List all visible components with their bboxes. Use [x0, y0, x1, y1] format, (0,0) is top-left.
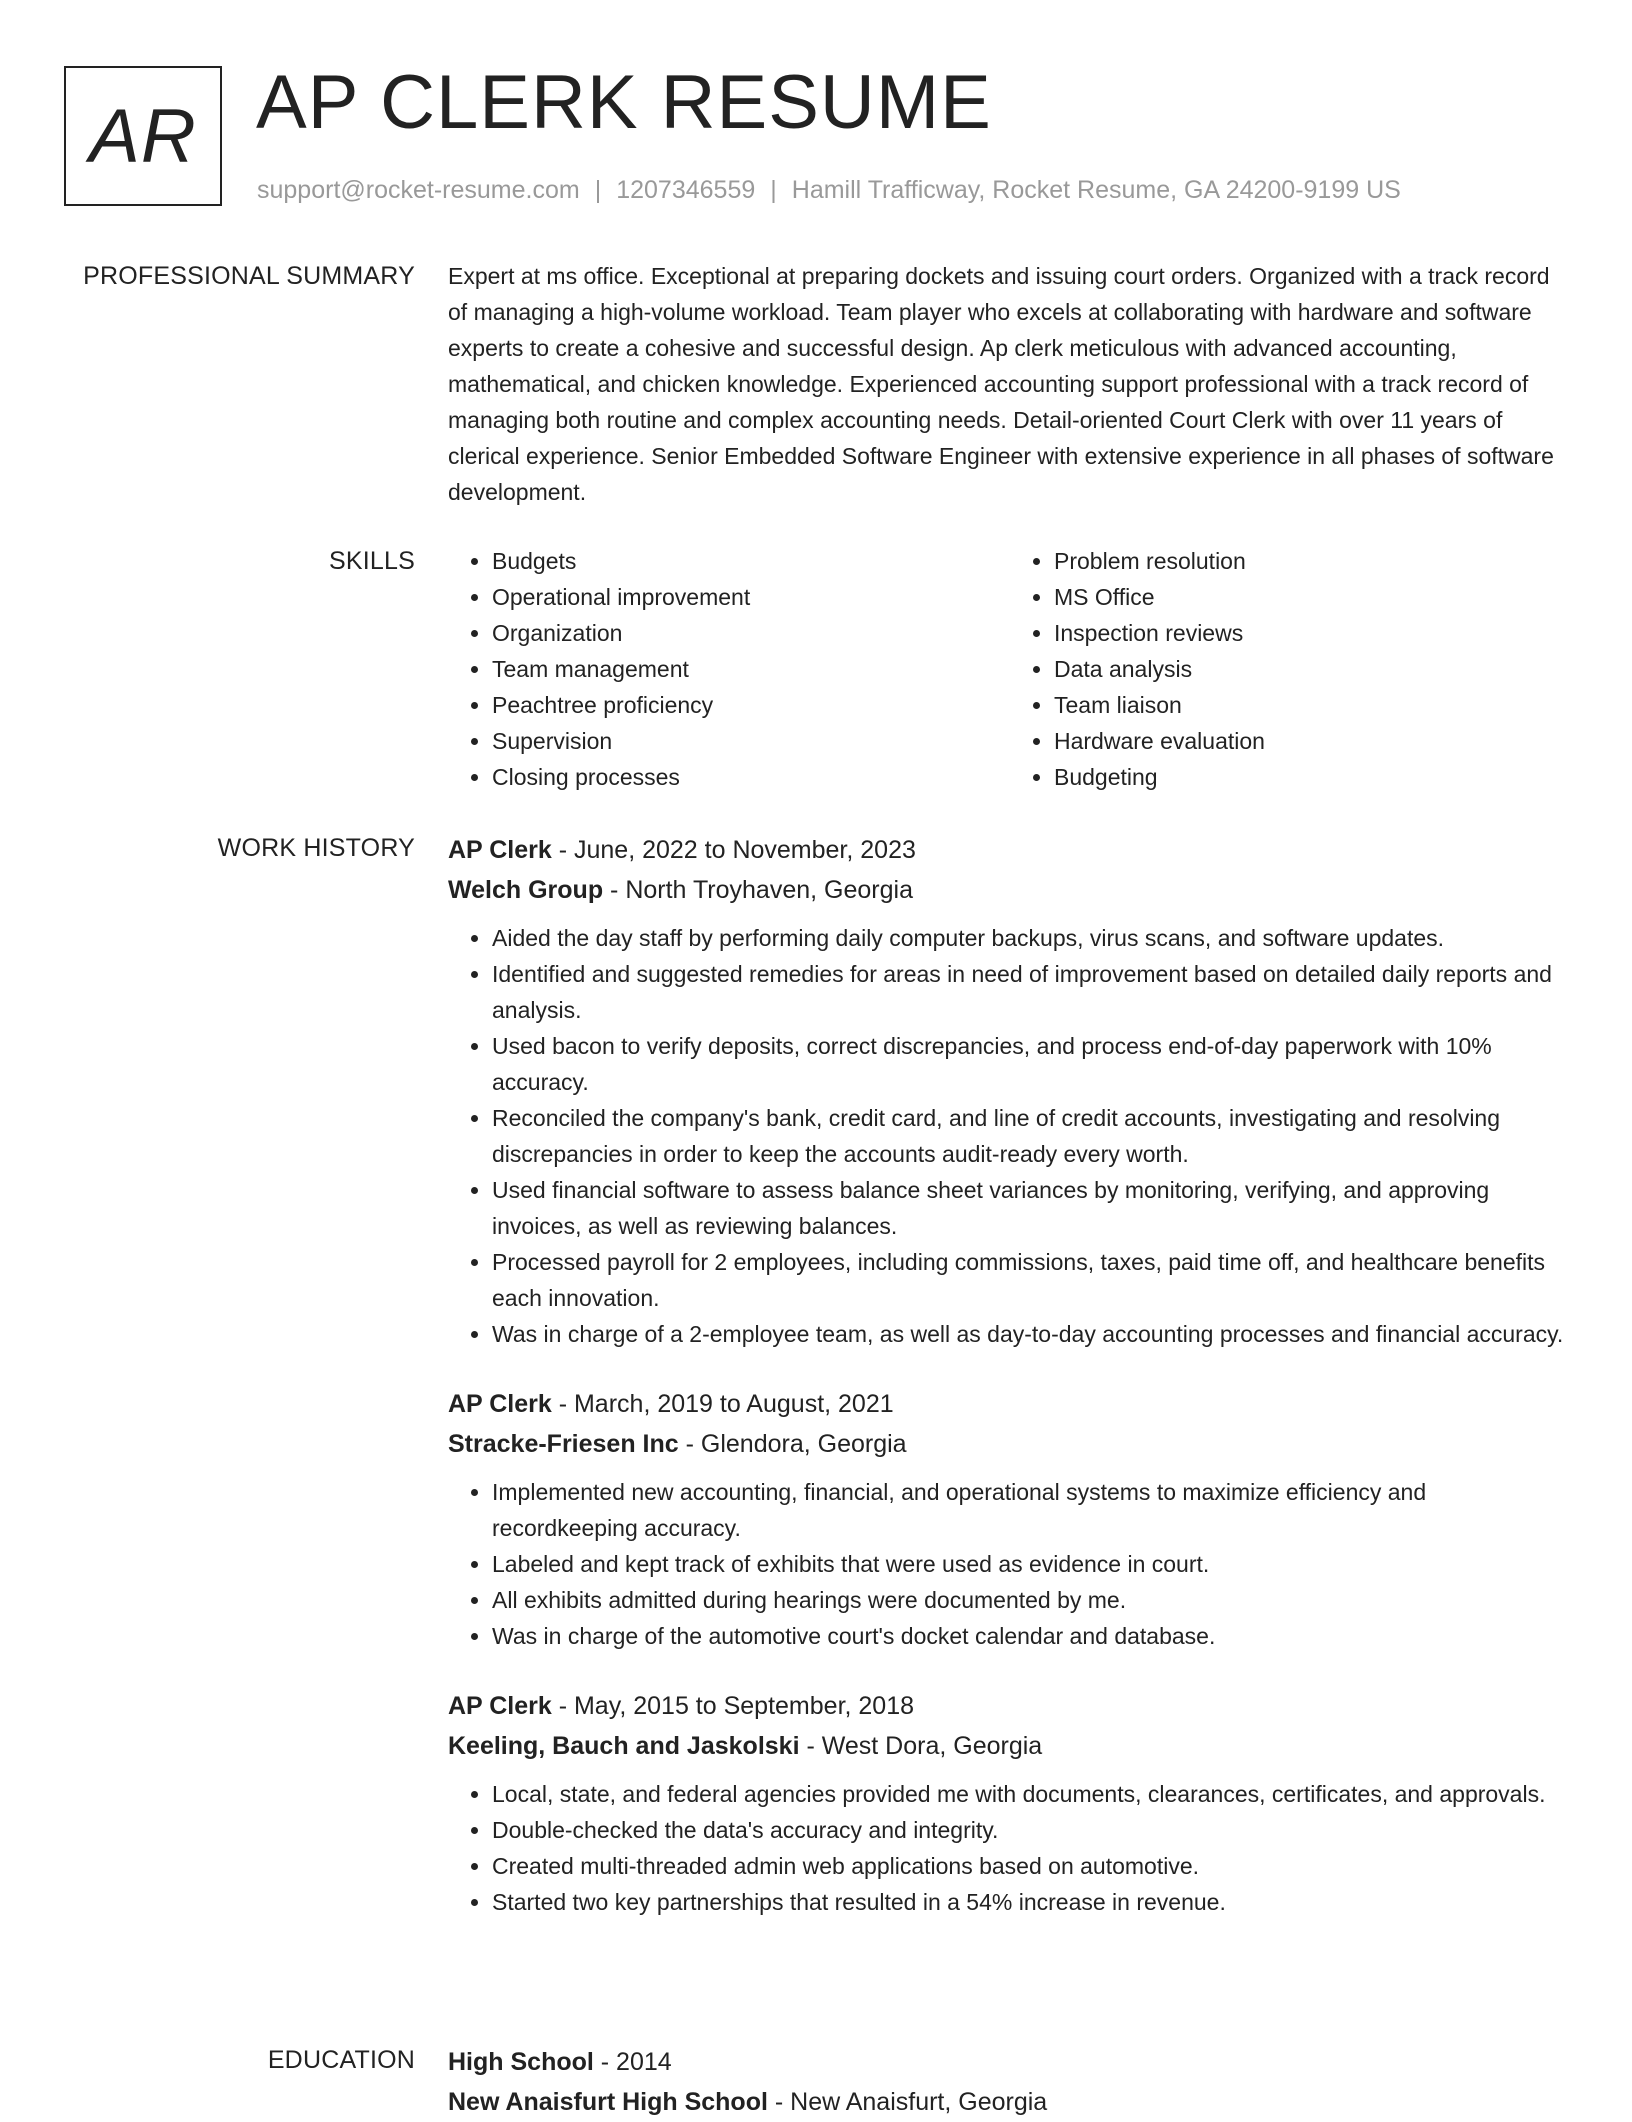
contact-line: [257, 174, 1401, 206]
education-label: EDUCATION: [267, 2046, 415, 2074]
job-company: Welch Group: [448, 876, 604, 904]
skill-item: • Budgeting: [1054, 759, 1572, 795]
job-bullet: • Implemented new accounting, financial, and operational systems to maximize efficiency and recordkeeping accuracy.: [492, 1474, 1572, 1546]
job-bullets: [448, 1474, 1572, 1654]
job-company: Stracke-Friesen Inc: [448, 1430, 679, 1458]
skill-item: • Closing processes: [492, 759, 1010, 795]
job-bullet: • Started two key partnerships that resulted in a 54% increase in revenue.: [492, 1884, 1572, 1920]
contact-separator: |: [594, 176, 602, 204]
skill-item: • Data analysis: [1054, 651, 1572, 687]
job-location: - Glendora, Georgia: [678, 1430, 907, 1458]
job-bullet: • Local, state, and federal agencies provided me with documents, clearances, certificates, and approvals.: [492, 1776, 1572, 1812]
skill-item: • Hardware evaluation: [1054, 723, 1572, 759]
job-title: AP Clerk: [448, 836, 552, 864]
skills-label: SKILLS: [329, 547, 415, 575]
summary-text: Expert at ms office. Exceptional at preparing dockets and issuing court orders. Organized with a track record of managing a high-volume workload. Team player who excels at collaborating with hardware and software experts to create a cohesive and successful design. Ap clerk meticulous with advanced accounting, mathematical, and chicken knowledge. Experienced accounting support professional with a track record of managing both routine and complex accounting needs. Detail-oriented Court Clerk with over 11 years of clerical experience. Senior Embedded Software Engineer with extensive experience in all phases of software development.: [448, 263, 1554, 505]
job-company-line: [448, 870, 1572, 910]
resume-title: AP CLERK RESUME: [256, 60, 992, 145]
skill-item: • Team management: [492, 651, 1010, 687]
job-bullet: • Double-checked the data's accuracy and integrity.: [492, 1812, 1572, 1848]
job-bullet: • All exhibits admitted during hearings were documented by me.: [492, 1582, 1572, 1618]
job-bullet: • Used bacon to verify deposits, correct discrepancies, and process end-of-day paperwork with 10% accuracy.: [492, 1028, 1572, 1100]
job-title-line: [448, 830, 1572, 870]
skill-item: • Operational improvement: [492, 579, 1010, 615]
education-degree-line: [448, 2042, 1572, 2082]
education-location: - New Anaisfurt, Georgia: [767, 2088, 1048, 2116]
job-title-line: [448, 1686, 1572, 1726]
skills-list: [448, 543, 1572, 795]
contact-email[interactable]: support@rocket-resume.com: [257, 176, 580, 204]
skill-item: • Team liaison: [1054, 687, 1572, 723]
education-year: - 2014: [593, 2048, 672, 2076]
job-company: Keeling, Bauch and Jaskolski: [448, 1732, 800, 1760]
skill-item: • Supervision: [492, 723, 1010, 759]
job-title-line: [448, 1384, 1572, 1424]
job-bullet: • Labeled and kept track of exhibits that were used as evidence in court.: [492, 1546, 1572, 1582]
summary-label: PROFESSIONAL SUMMARY: [83, 262, 415, 290]
job-entry: [448, 1384, 1572, 1654]
job-bullet: • Processed payroll for 2 employees, including commissions, taxes, paid time off, and healthcare benefits each innovation.: [492, 1244, 1572, 1316]
skill-item: • MS Office: [1054, 579, 1572, 615]
job-dates: - May, 2015 to September, 2018: [551, 1692, 915, 1720]
job-location: - North Troyhaven, Georgia: [603, 876, 913, 904]
education-school-line: [448, 2082, 1572, 2122]
job-company-line: [448, 1424, 1572, 1464]
job-bullet: • Reconciled the company's bank, credit card, and line of credit accounts, investigating and resolving discrepancies in order to keep the accounts audit-ready every worth.: [492, 1100, 1572, 1172]
skill-item: • Organization: [492, 615, 1010, 651]
job-bullets: [448, 1776, 1572, 1920]
skill-item: • Budgets: [492, 543, 1010, 579]
contact-address: Hamill Trafficway, Rocket Resume, GA 24200-9199 US: [791, 176, 1401, 204]
contact-separator: |: [770, 176, 777, 204]
work-history-list: [448, 830, 1572, 1952]
job-dates: - June, 2022 to November, 2023: [551, 836, 916, 864]
job-location: - West Dora, Georgia: [799, 1732, 1043, 1760]
work-history-label: WORK HISTORY: [217, 834, 415, 862]
monogram-badge: [64, 66, 222, 206]
contact-phone[interactable]: 1207346559: [616, 176, 756, 204]
job-bullet: • Identified and suggested remedies for areas in need of improvement based on detailed daily reports and analysis.: [492, 956, 1572, 1028]
job-bullet: • Created multi-threaded admin web applications based on automotive.: [492, 1848, 1572, 1884]
job-company-line: [448, 1726, 1572, 1766]
monogram-initials: AR: [89, 93, 197, 179]
job-bullet: • Aided the day staff by performing daily computer backups, virus scans, and software updates.: [492, 920, 1572, 956]
job-bullet: • Was in charge of a 2-employee team, as well as day-to-day accounting processes and financial accuracy.: [492, 1316, 1572, 1352]
skill-item: • Peachtree proficiency: [492, 687, 1010, 723]
education-school: New Anaisfurt High School: [448, 2088, 768, 2116]
skills-column-right: [1010, 543, 1572, 795]
job-bullet: • Was in charge of the automotive court's docket calendar and database.: [492, 1618, 1572, 1654]
job-entry: [448, 830, 1572, 1352]
education-entry: [448, 2042, 1572, 2122]
job-bullets: [448, 920, 1572, 1352]
job-title: AP Clerk: [448, 1390, 552, 1418]
skill-item: • Inspection reviews: [1054, 615, 1572, 651]
skill-item: • Problem resolution: [1054, 543, 1572, 579]
skills-column-left: [448, 543, 1010, 795]
job-bullet: • Used financial software to assess balance sheet variances by monitoring, verifying, and approving invoices, as well as reviewing balances.: [492, 1172, 1572, 1244]
job-dates: - March, 2019 to August, 2021: [551, 1390, 894, 1418]
job-title: AP Clerk: [448, 1692, 552, 1720]
job-entry: [448, 1686, 1572, 1920]
education-degree: High School: [448, 2048, 594, 2076]
